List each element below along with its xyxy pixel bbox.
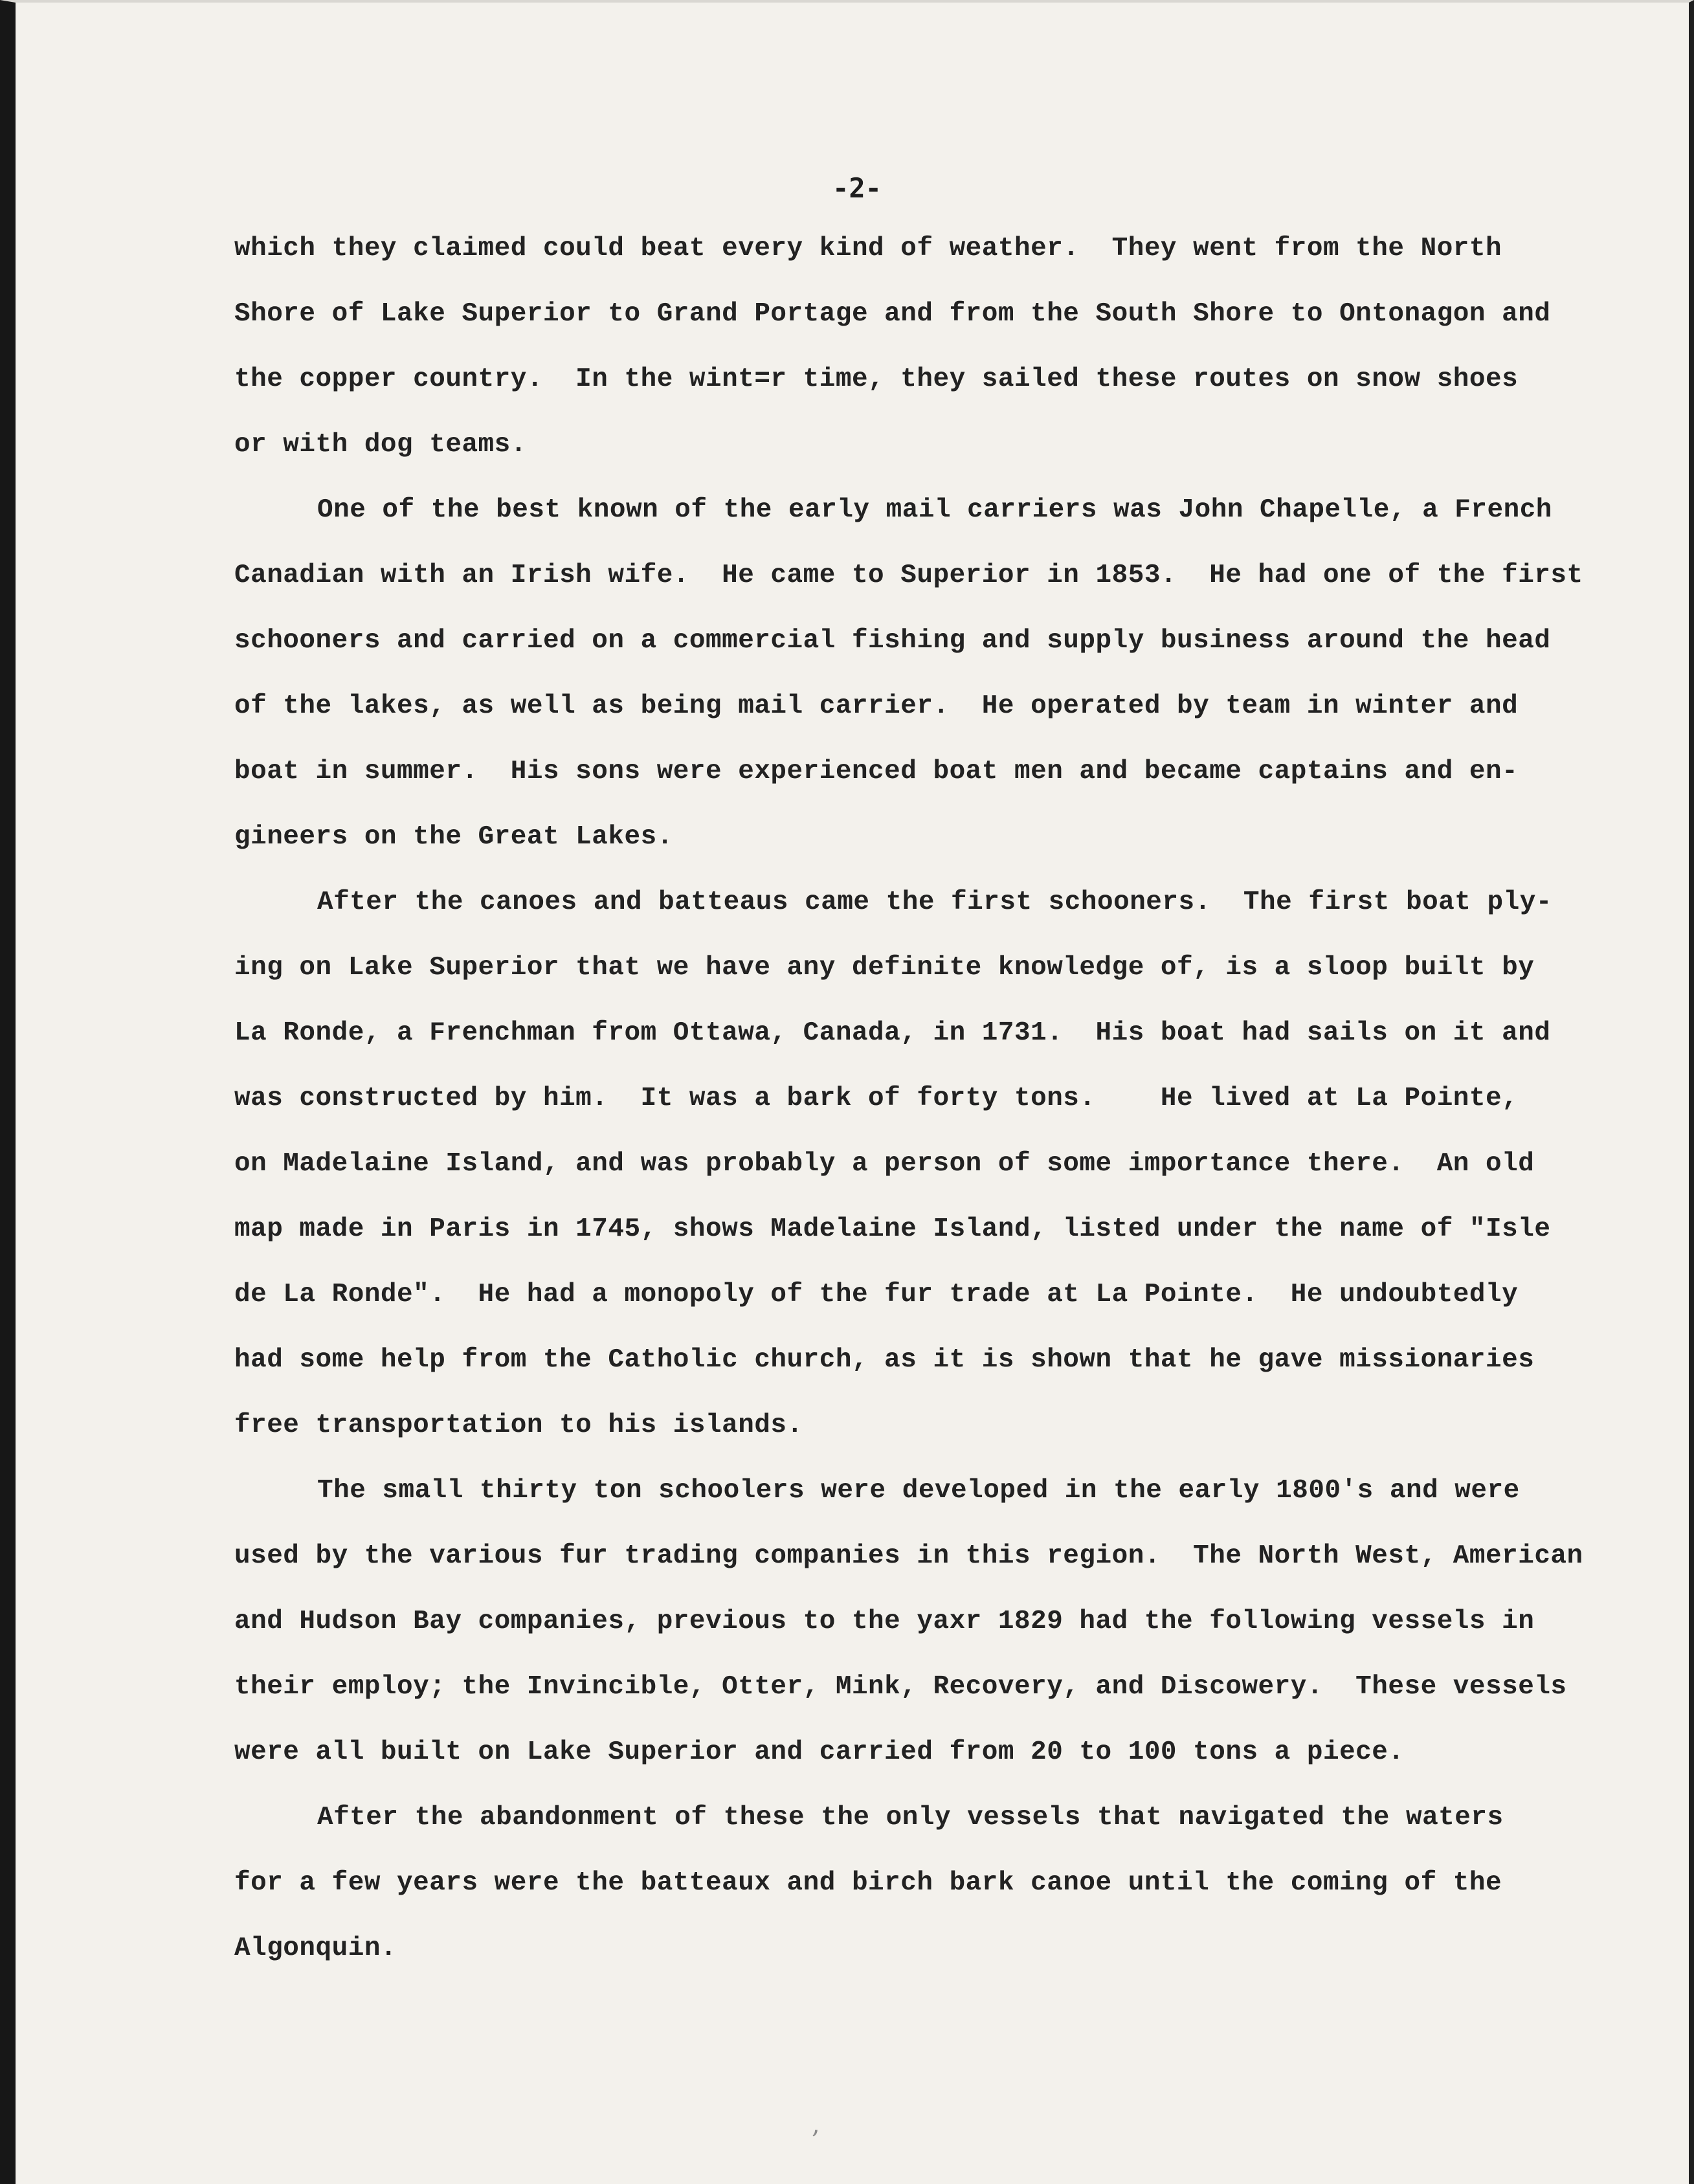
text-line: free transportation to his islands. bbox=[234, 1410, 803, 1440]
text-line: was constructed by him. It was a bark of forty tons. He lived at La Pointe, bbox=[234, 1084, 1519, 1113]
page-number: -2- bbox=[832, 172, 882, 204]
text-line: Algonquin. bbox=[234, 1933, 397, 1963]
text-line: which they claimed could beat every kind of weather. They went from the North bbox=[234, 234, 1502, 263]
text-line: After the canoes and batteaus came the first schooners. The first boat ply- bbox=[317, 887, 1552, 917]
text-line: for a few years were the batteaux and birch bark canoe until the coming of the bbox=[234, 1868, 1502, 1898]
paragraph bbox=[234, 478, 1600, 870]
text-line: or with dog teams. bbox=[234, 430, 527, 460]
ink-smudge-mark: , bbox=[812, 2110, 820, 2139]
text-line: of the lakes, as well as being mail carrier. He operated by team in winter and bbox=[234, 691, 1519, 721]
text-line: One of the best known of the early mail carriers was John Chapelle, a French bbox=[317, 495, 1552, 525]
text-line: Shore of Lake Superior to Grand Portage and from the South Shore to Ontonagon and bbox=[234, 299, 1551, 329]
paragraph bbox=[234, 1785, 1600, 1981]
text-line: La Ronde, a Frenchman from Ottawa, Canada, in 1731. His boat had sails on it and bbox=[234, 1018, 1551, 1048]
text-line: on Madelaine Island, and was probably a person of some importance there. An old bbox=[234, 1149, 1535, 1179]
text-line: Canadian with an Irish wife. He came to Superior in 1853. He had one of the first bbox=[234, 561, 1583, 590]
text-line: used by the various fur trading companies in this region. The North West, American bbox=[234, 1541, 1583, 1571]
text-line: ing on Lake Superior that we have any definite knowledge of, is a sloop built by bbox=[234, 953, 1535, 983]
document-body bbox=[234, 216, 1600, 1981]
text-line: the copper country. In the wint=r time, they sailed these routes on snow shoes bbox=[234, 364, 1519, 394]
text-line: The small thirty ton schoolers were developed in the early 1800's and were bbox=[317, 1476, 1520, 1506]
text-line: gineers on the Great Lakes. bbox=[234, 822, 673, 852]
paragraph bbox=[234, 1458, 1600, 1785]
text-line: were all built on Lake Superior and carried from 20 to 100 tons a piece. bbox=[234, 1737, 1405, 1767]
paragraph bbox=[234, 216, 1600, 478]
text-line: After the abandonment of these the only vessels that navigated the waters bbox=[317, 1803, 1504, 1833]
text-line: and Hudson Bay companies, previous to the yaxr 1829 had the following vessels in bbox=[234, 1607, 1535, 1636]
text-line: had some help from the Catholic church, as it is shown that he gave missionaries bbox=[234, 1345, 1535, 1375]
paragraph bbox=[234, 870, 1600, 1458]
text-line: de La Ronde". He had a monopoly of the fur trade at La Pointe. He undoubtedly bbox=[234, 1280, 1519, 1309]
text-line: their employ; the Invincible, Otter, Mink, Recovery, and Discowery. These vessels bbox=[234, 1672, 1567, 1702]
text-line: boat in summer. His sons were experienced boat men and became captains and en- bbox=[234, 757, 1519, 786]
text-line: map made in Paris in 1745, shows Madelaine Island, listed under the name of "Isle bbox=[234, 1214, 1551, 1244]
text-line: schooners and carried on a commercial fishing and supply business around the head bbox=[234, 626, 1551, 656]
